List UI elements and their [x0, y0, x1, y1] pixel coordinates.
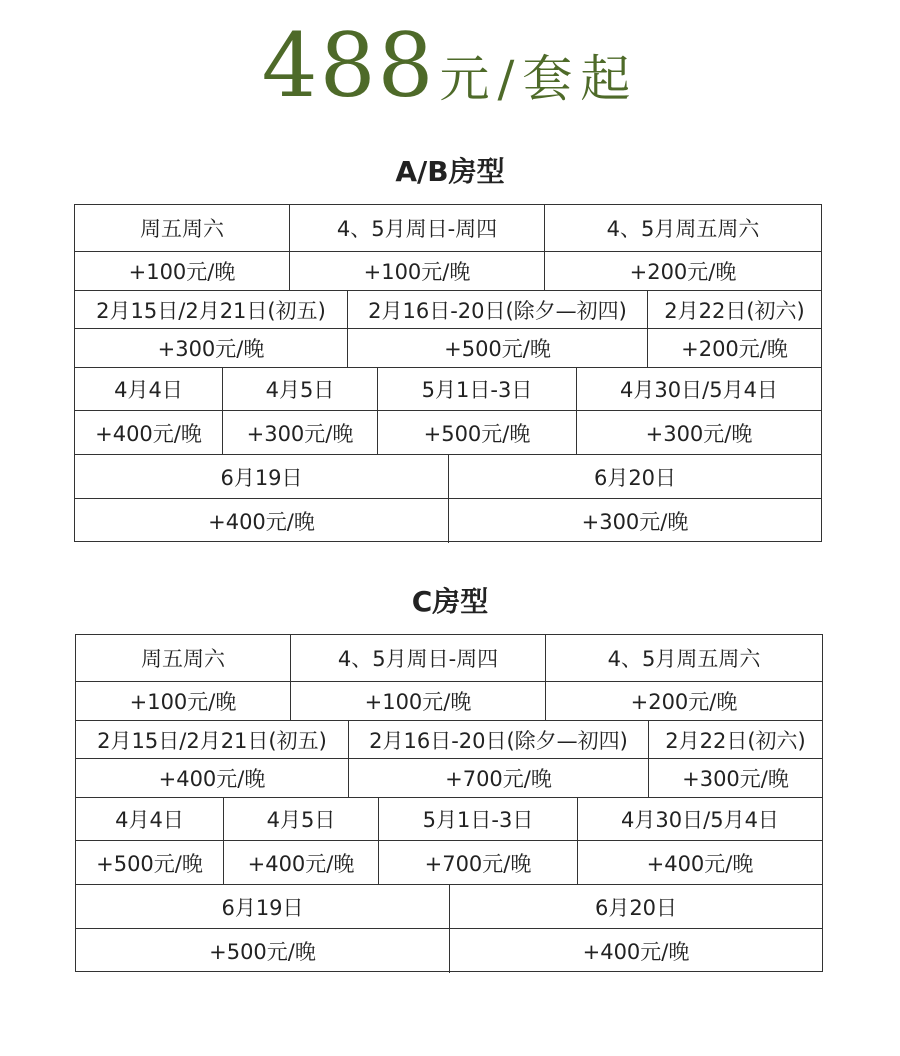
price-header	[0, 14, 900, 117]
table-row	[75, 411, 821, 455]
table-row	[75, 205, 821, 252]
table-cell: 5月1日-3日	[379, 798, 578, 840]
table-cell: +400元/晚	[75, 411, 223, 454]
price-table	[75, 634, 823, 972]
table-cell: +500元/晚	[378, 411, 577, 454]
table-cell: 6月19日	[76, 885, 450, 928]
table-cell: +100元/晚	[76, 682, 291, 720]
table-row	[75, 368, 821, 411]
table-cell: 4、5月周日-周四	[291, 635, 546, 681]
table-cell: +200元/晚	[629, 260, 737, 284]
table-cell: 4月30日/5月4日	[621, 808, 779, 832]
table-row	[76, 798, 822, 841]
table-cell: +300元/晚	[75, 329, 348, 367]
table-row	[76, 841, 822, 885]
table-row	[76, 682, 822, 721]
table-cell: 4月5日	[224, 798, 379, 840]
price-table	[74, 204, 822, 542]
table-cell: 6月19日	[75, 455, 449, 498]
table-cell: +300元/晚	[581, 510, 689, 534]
table-cell: +400元/晚	[582, 940, 690, 964]
table-cell: 4、5月周日-周四	[290, 205, 545, 251]
section-title: A/B房型	[395, 155, 505, 188]
table-cell: 2月16日-20日(除夕—初四)	[348, 291, 648, 328]
table-row	[75, 455, 821, 499]
section-ab-room	[0, 150, 900, 534]
table-cell: +300元/晚	[223, 411, 378, 454]
section-c-room	[0, 580, 900, 964]
table-cell: 4、5月周五周六	[606, 217, 760, 241]
table-cell: 周五周六	[76, 635, 291, 681]
table-cell: 4月5日	[223, 368, 378, 410]
table-cell: +200元/晚	[681, 337, 788, 361]
table-cell: +100元/晚	[290, 252, 545, 290]
table-cell: 2月15日/2月21日(初五)	[75, 291, 348, 328]
table-cell: 周五周六	[75, 205, 290, 251]
table-cell: +300元/晚	[682, 767, 789, 791]
table-cell: +500元/晚	[76, 841, 224, 884]
table-cell: +300元/晚	[645, 421, 753, 446]
table-cell: 4月30日/5月4日	[620, 378, 778, 402]
table-cell: 2月22日(初六)	[664, 298, 805, 323]
price-number: 488	[261, 14, 436, 117]
table-cell: +500元/晚	[348, 329, 648, 367]
price-unit: 元/套起	[439, 50, 639, 108]
table-row	[76, 635, 822, 682]
table-row	[75, 291, 821, 329]
table-cell: 6月20日	[594, 895, 678, 920]
table-cell: 4月4日	[75, 368, 223, 410]
table-row	[76, 721, 822, 759]
table-cell: +100元/晚	[291, 682, 546, 720]
table-cell: +400元/晚	[224, 841, 379, 884]
table-row	[76, 929, 822, 973]
table-cell: 4、5月周五周六	[607, 647, 761, 671]
table-cell: +400元/晚	[76, 759, 349, 797]
table-row	[76, 885, 822, 929]
table-row	[75, 252, 821, 291]
table-cell: +400元/晚	[75, 499, 449, 543]
section-title: C房型	[411, 585, 489, 618]
table-cell: 6月20日	[593, 465, 677, 490]
table-cell: +200元/晚	[630, 690, 738, 714]
table-row	[75, 499, 821, 543]
table-row	[75, 329, 821, 368]
table-cell: 2月22日(初六)	[665, 728, 806, 753]
table-cell: +700元/晚	[349, 759, 649, 797]
table-cell: +400元/晚	[646, 851, 754, 876]
table-cell: 2月15日/2月21日(初五)	[76, 721, 349, 758]
table-row	[76, 759, 822, 798]
table-cell: +500元/晚	[76, 929, 450, 973]
table-cell: +700元/晚	[379, 841, 578, 884]
table-cell: +100元/晚	[75, 252, 290, 290]
table-cell: 5月1日-3日	[378, 368, 577, 410]
table-cell: 2月16日-20日(除夕—初四)	[349, 721, 649, 758]
table-cell: 4月4日	[76, 798, 224, 840]
